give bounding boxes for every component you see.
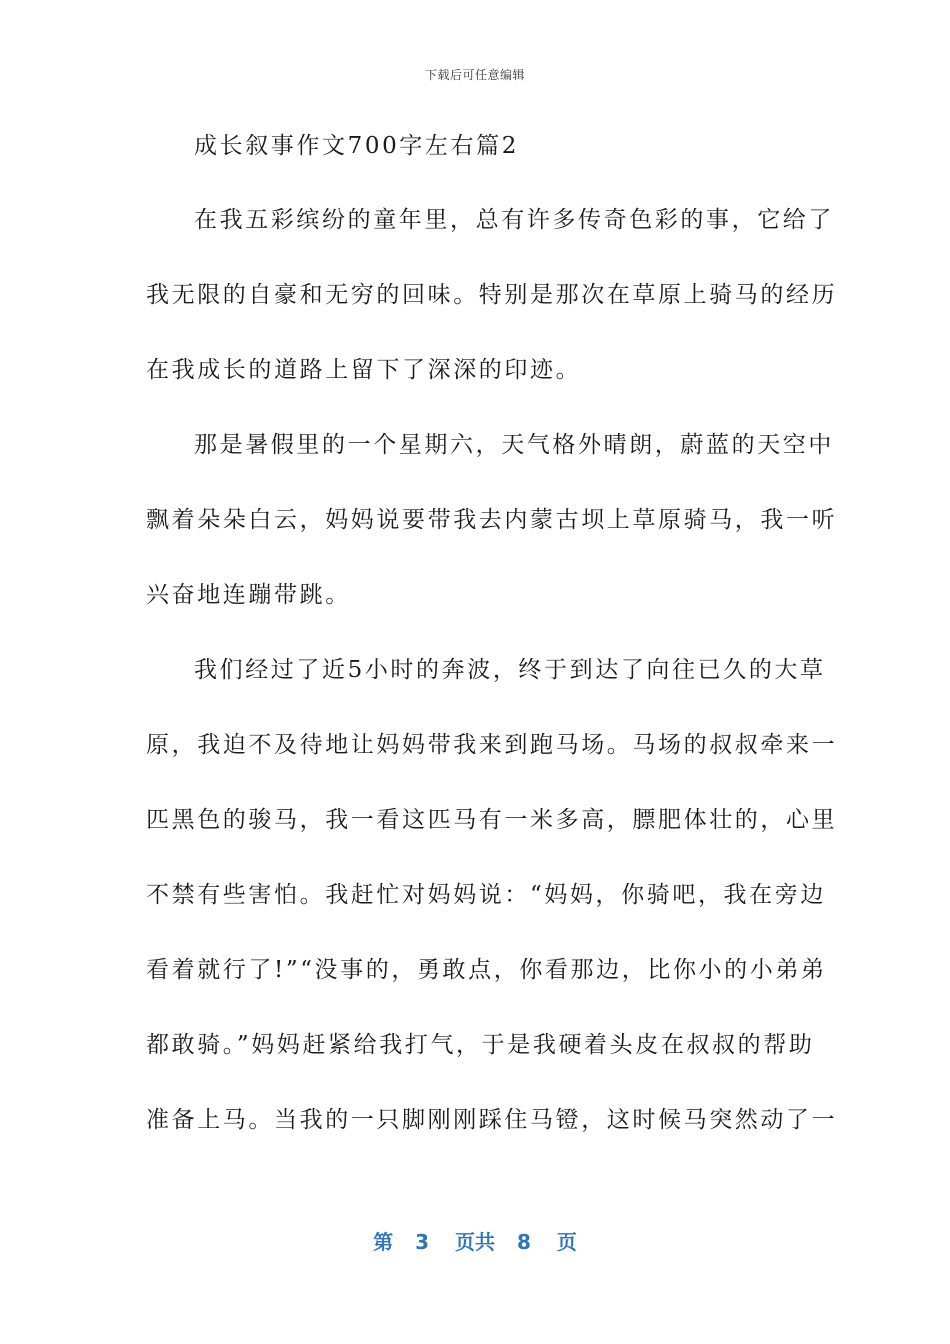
page-number-footer [0,1226,950,1255]
paragraph-line: 飘着朵朵白云，妈妈说要带我去内蒙古坝上草原骑马，我一听 [146,507,838,533]
page-middle: 页共 [455,1230,495,1254]
paragraph-line: 在我成长的道路上留下了深深的印迹。 [146,357,582,383]
paragraph-line: 不禁有些害怕。我赶忙对妈妈说：“妈妈，你骑吧，我在旁边 [146,882,826,908]
page-suffix: 页 [556,1230,577,1254]
paragraph-line: 准备上马。当我的一只脚刚刚踩住马镫，这时候马突然动了一 [146,1107,838,1133]
current-page-number: 3 [415,1230,429,1254]
paragraph-line: 都敢骑。”妈妈赶紧给我打气，于是我硬着头皮在叔叔的帮助 [146,1032,815,1058]
paragraph-line: 兴奋地连蹦带跳。 [146,582,351,608]
total-pages-number: 8 [517,1230,531,1254]
paragraph-line: 原，我迫不及待地让妈妈带我来到跑马场。马场的叔叔牵来一 [146,732,838,758]
paragraph-line: 我无限的自豪和无穷的回味。特别是那次在草原上骑马的经历 [146,282,838,308]
article-title: 成长叙事作文700字左右篇2 [194,133,519,159]
paragraph-line: 那是暑假里的一个星期六，天气格外晴朗，蔚蓝的天空中 [194,432,834,458]
paragraph-line: 我们经过了近5小时的奔波，终于到达了向往已久的大草 [194,657,826,683]
paragraph-line: 在我五彩缤纷的童年里，总有许多传奇色彩的事，它给了 [194,207,834,233]
paragraph-line: 匹黑色的骏马，我一看这匹马有一米多高，膘肥体壮的，心里 [146,807,838,833]
paragraph-line: 看着就行了!”“没事的，勇敢点，你看那边，比你小的小弟弟 [146,957,827,983]
header-note: 下载后可任意编辑 [424,68,525,82]
page-prefix: 第 [373,1230,394,1254]
